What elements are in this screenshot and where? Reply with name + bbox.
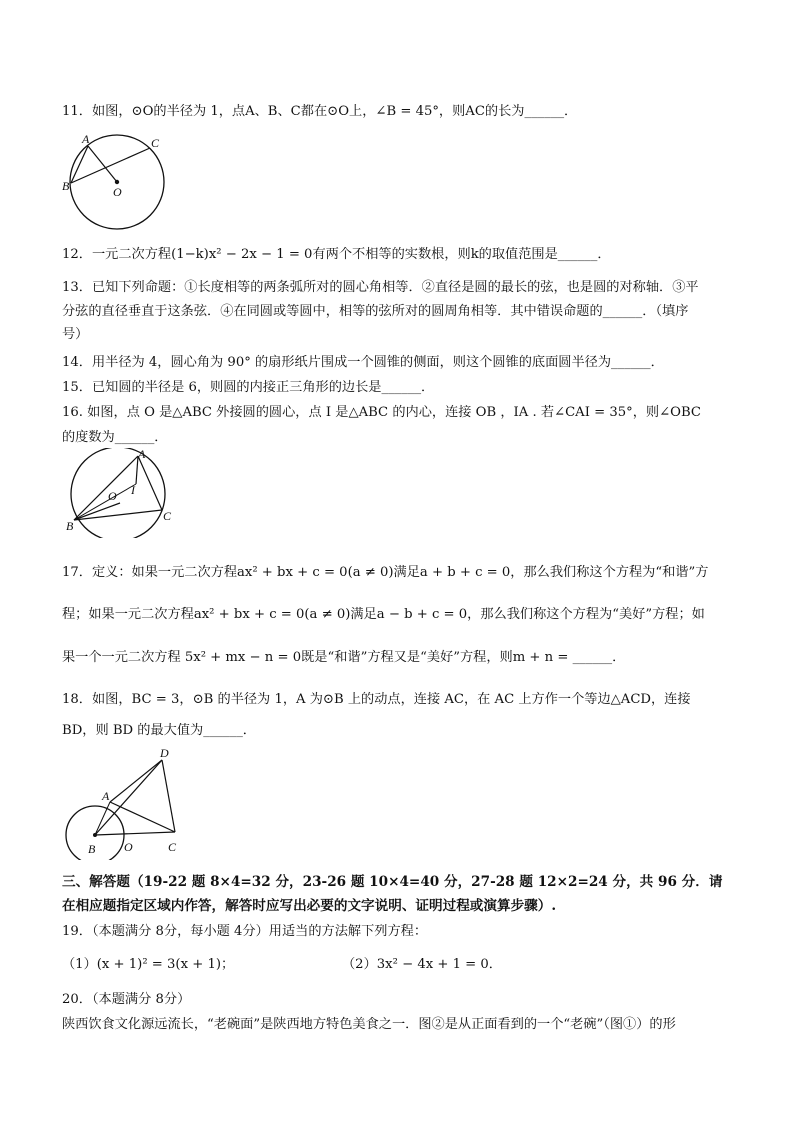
label-c: C xyxy=(168,840,177,854)
question-18-line2: BD，则 BD 的最大值为______． xyxy=(62,723,256,738)
question-14: 14．用半径为 4，圆心角为 90° 的扇形纸片围成一个圆锥的侧面，则这个圆锥的底面圆半径为______． xyxy=(62,355,664,370)
label-b: B xyxy=(88,842,96,856)
segment-ac xyxy=(138,456,162,510)
segment-bc xyxy=(95,832,175,835)
question-20: 20．（本题满分 8分） xyxy=(62,992,191,1007)
question-12: 12．一元二次方程(1−k)x² − 2x − 1 = 0有两个不相等的实数根，则k的取值范围是______． xyxy=(62,247,611,262)
label-o: O xyxy=(108,489,117,503)
segment-ad xyxy=(110,760,162,802)
question-20-text: 陕西饮食文化源远流长，“老碗面”是陕西地方特色美食之一．图②是从正面看到的一个“老碗”（图①）的形 xyxy=(62,1017,676,1032)
label-o: O xyxy=(113,185,122,199)
label-a: A xyxy=(102,789,110,803)
question-13-line2: 分弦的直径垂直于这条弦．④在同圆或等圆中，相等的弦所对的圆周角相等．其中错误命题的______．（填序 xyxy=(62,304,689,319)
section-3-heading-line1: 三、解答题（19-22 题 8×4=32 分，23-26 题 10×4=40 分，27-28 题 12×2=24 分，共 96 分．请 xyxy=(62,874,723,890)
question-17-line1: 17．定义：如果一元二次方程ax² + bx + c = 0(a ≠ 0)满足a + b + c = 0，那么我们称这个方程为“和谐”方 xyxy=(62,565,709,580)
question-18-line1: 18．如图，BC = 3，⊙B 的半径为 1，A 为⊙B 上的动点，连接 AC，在 AC 上方作一个等边△ACD，连接 xyxy=(62,692,691,707)
label-c: C xyxy=(151,136,160,150)
question-16-line1: 16. 如图，点 O 是△ABC 外接圆的圆心，点 I 是△ABC 的内心，连接 OB ，IA . 若∠CAI = 35°，则∠OBC xyxy=(62,405,701,420)
circumcircle xyxy=(71,448,165,538)
center-dot xyxy=(115,180,119,184)
label-b: B xyxy=(62,179,70,193)
label-a: A xyxy=(138,448,146,461)
figure-q11 xyxy=(62,132,172,232)
point-b xyxy=(93,833,97,837)
question-11: 11．如图，⊙O的半径为 1，点A、B、C都在⊙O上，∠B = 45°，则AC的长为______． xyxy=(62,104,578,119)
question-17-line2: 程；如果一元二次方程ax² + bx + c = 0(a ≠ 0)满足a − b + c = 0，那么我们称这个方程为“美好”方程；如 xyxy=(62,607,705,622)
label-d: D xyxy=(160,746,169,760)
question-13-line3: 号） xyxy=(62,327,89,342)
question-17-line3: 果一个一元二次方程 5x² + mx − n = 0既是“和谐”方程又是“美好”方程，则m + n = ______． xyxy=(62,650,626,665)
segment-dc xyxy=(162,760,175,832)
label-c: C xyxy=(163,509,172,523)
question-19-part1: （1）(x + 1)² = 3(x + 1)； xyxy=(62,957,235,972)
section-3-heading-line2: 在相应题指定区域内作答，解答时应写出必要的文字说明、证明过程或演算步骤）. xyxy=(62,898,557,914)
label-i: I xyxy=(131,483,135,497)
question-19-part2: （2）3x² − 4x + 1 = 0． xyxy=(342,957,502,972)
label-o: O xyxy=(124,840,133,854)
question-15: 15．已知圆的半径是 6，则圆的内接正三角形的边长是______． xyxy=(62,380,435,395)
question-13-line1: 13．已知下列命题：①长度相等的两条弧所对的圆心角相等．②直径是圆的最长的弦，也是圆的对称轴．③平 xyxy=(62,280,699,295)
figure-q16 xyxy=(60,448,180,538)
label-a: A xyxy=(82,132,90,146)
question-16-line2: 的度数为______． xyxy=(62,430,168,445)
figure-q18 xyxy=(60,745,190,860)
label-b: B xyxy=(66,519,74,533)
segment-bc xyxy=(71,148,150,183)
question-19: 19．（本题满分 8分，每小题 4分）用适当的方法解下列方程： xyxy=(62,924,428,939)
